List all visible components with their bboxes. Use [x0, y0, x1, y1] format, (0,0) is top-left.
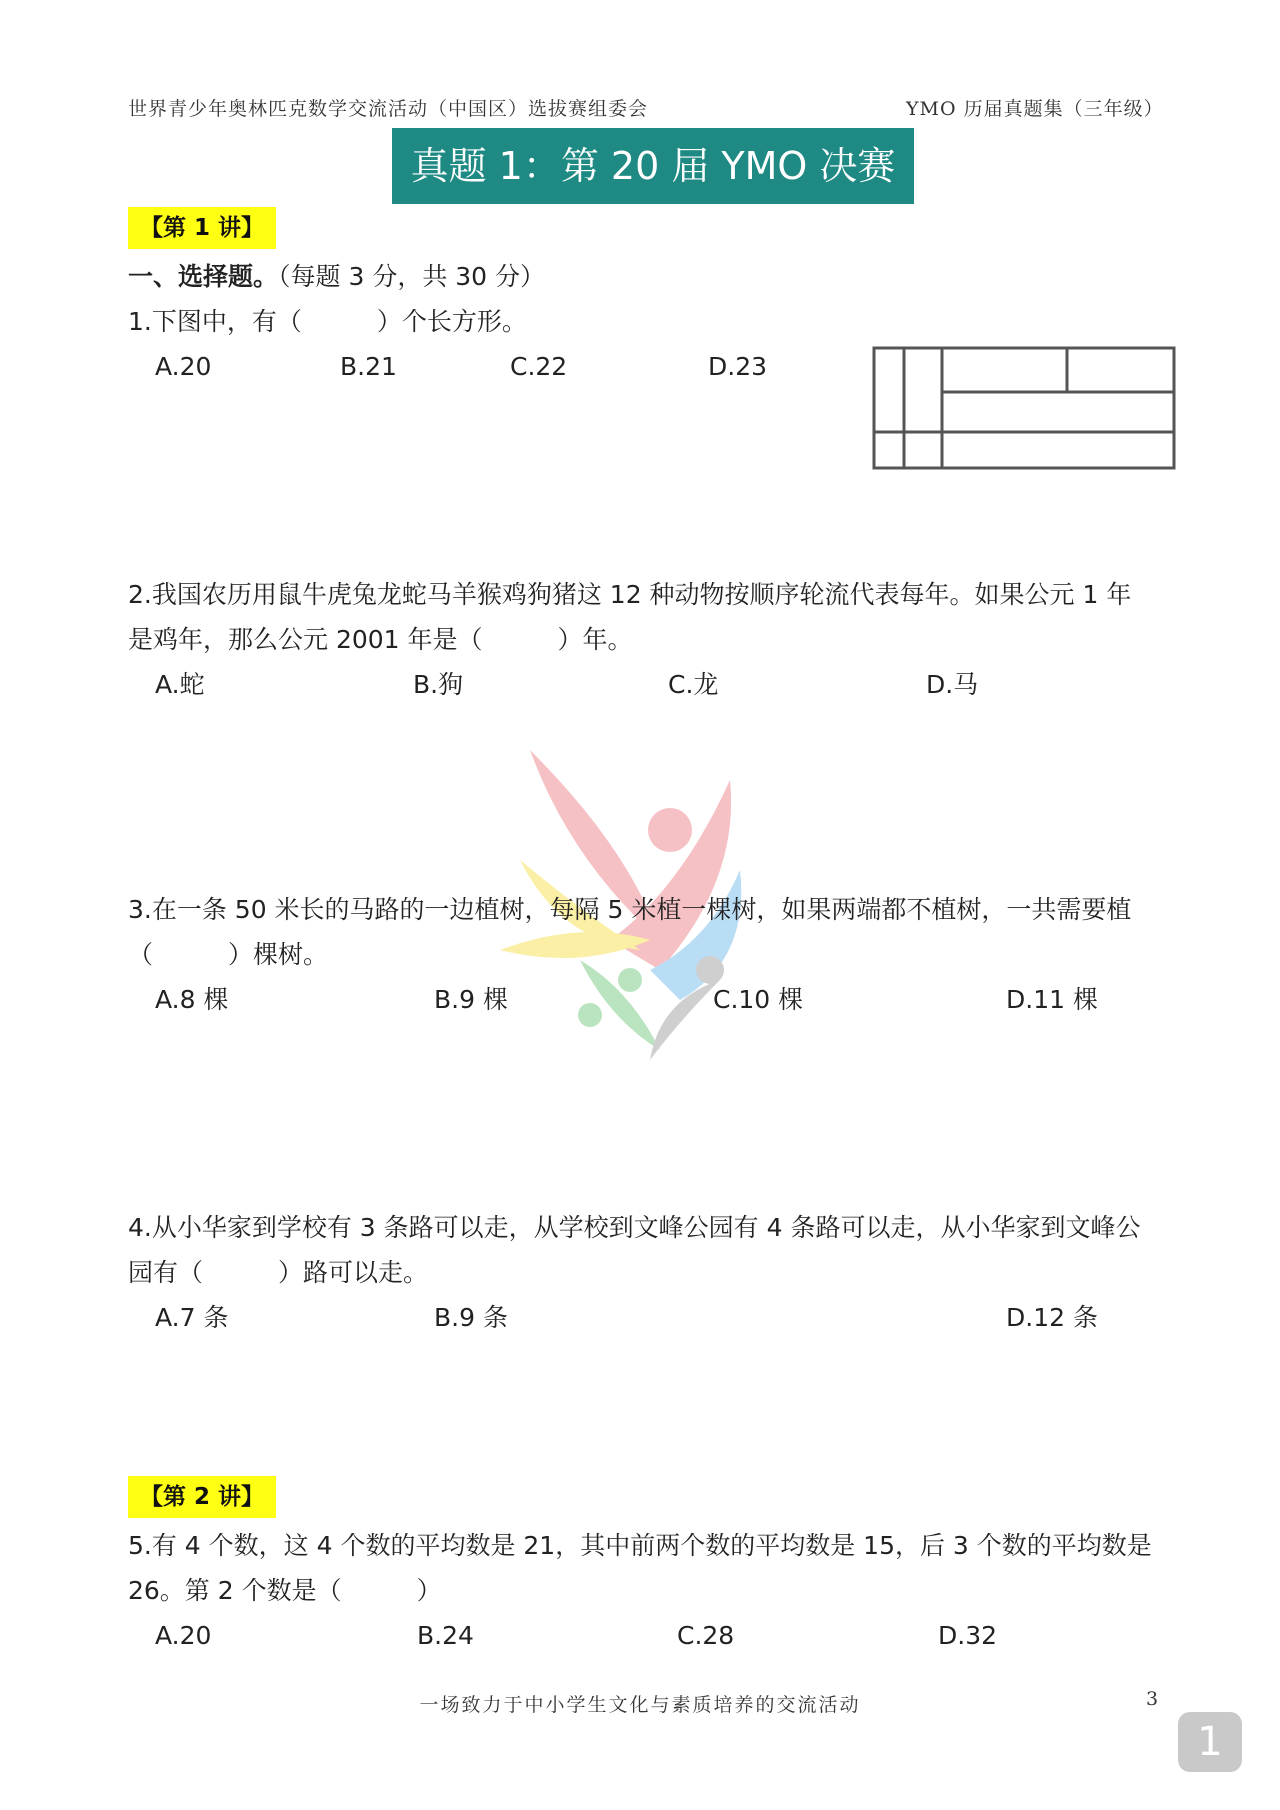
q3-option-c: C.10 棵: [713, 985, 804, 1014]
q5-option-d: D.32: [938, 1621, 998, 1650]
q3-option-b: B.9 棵: [434, 985, 508, 1014]
q4-option-d: D.12 条: [1006, 1303, 1098, 1332]
section-heading: [128, 260, 545, 294]
question-2-line-2: 是鸡年，那么公元 2001 年是（ ）年。: [128, 625, 633, 654]
question-3-line-1: 3.在一条 50 米长的马路的一边植树，每隔 5 米植一棵树，如果两端都不植树，一共需要植: [128, 895, 1132, 924]
q2-option-d: D.马: [926, 670, 979, 699]
page-badge[interactable]: 1: [1178, 1712, 1242, 1772]
q2-option-c: C.龙: [668, 670, 719, 699]
q3-option-d: D.11 棵: [1006, 985, 1098, 1014]
q2-option-b: B.狗: [413, 670, 464, 699]
rectangle-figure: [872, 340, 1178, 472]
question-2-line-1: 2.我国农历用鼠牛虎兔龙蛇马羊猴鸡狗猪这 12 种动物按顺序轮流代表每年。如果公元 1 年: [128, 580, 1132, 609]
q5-option-c: C.28: [677, 1621, 735, 1650]
page-title: 真题 1：第 20 届 YMO 决赛: [392, 128, 914, 204]
section-heading-bold: 一、选择题。: [128, 262, 279, 291]
lecture-label-1: 【第 1 讲】: [128, 207, 276, 249]
q1-option-b: B.21: [340, 352, 397, 381]
question-5-line-1: 5.有 4 个数，这 4 个数的平均数是 21，其中前两个数的平均数是 15，后 3 个数的平均数是: [128, 1531, 1152, 1560]
q1-option-c: C.22: [510, 352, 568, 381]
header-left: 世界青少年奥林匹克数学交流活动（中国区）选拔赛组委会: [128, 98, 649, 120]
q1-option-a: A.20: [155, 352, 212, 381]
page-number: 3: [1146, 1688, 1159, 1710]
figure-outer-rect: [874, 348, 1174, 468]
question-4-line-2: 园有（ ）路可以走。: [128, 1258, 429, 1287]
section-heading-rest: （每题 3 分，共 30 分）: [278, 262, 546, 291]
q4-option-b: B.9 条: [434, 1303, 508, 1332]
header-right: YMO 历届真题集（三年级）: [906, 98, 1164, 120]
q5-option-b: B.24: [417, 1621, 474, 1650]
question-3-line-2: （ ）棵树。: [128, 940, 329, 969]
question-4-line-1: 4.从小华家到学校有 3 条路可以走，从学校到文峰公园有 4 条路可以走，从小华家到文峰公: [128, 1213, 1141, 1242]
footer-slogan: 一场致力于中小学生文化与素质培养的交流活动: [419, 1694, 861, 1716]
q5-option-a: A.20: [155, 1621, 212, 1650]
question-5-line-2: 26。第 2 个数是（ ）: [128, 1576, 442, 1605]
question-1-text: 1.下图中，有（ ）个长方形。: [128, 307, 527, 336]
lecture-label-2: 【第 2 讲】: [128, 1476, 276, 1518]
q1-option-d: D.23: [708, 352, 768, 381]
q2-option-a: A.蛇: [155, 670, 205, 699]
q3-option-a: A.8 棵: [155, 985, 229, 1014]
q4-option-a: A.7 条: [155, 1303, 229, 1332]
